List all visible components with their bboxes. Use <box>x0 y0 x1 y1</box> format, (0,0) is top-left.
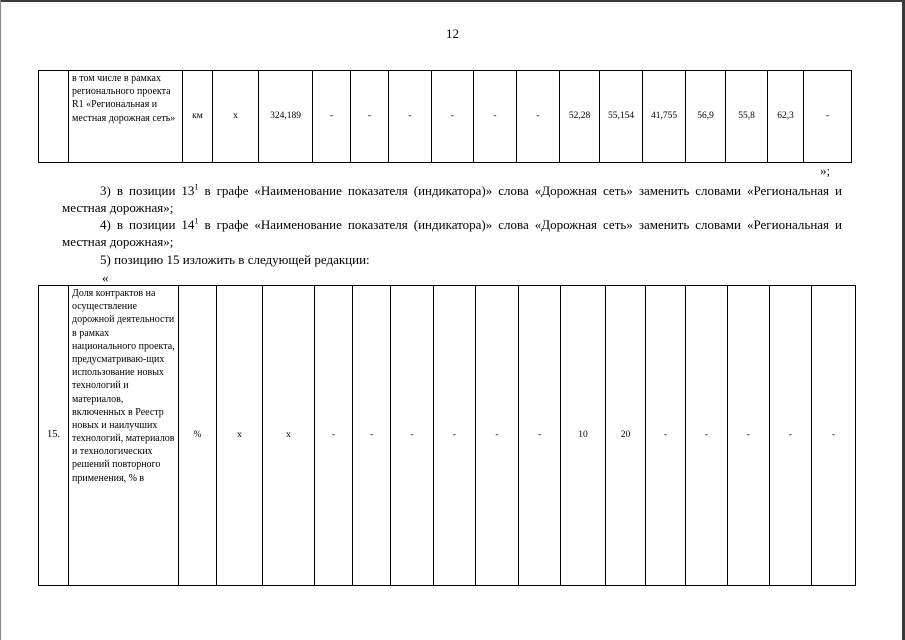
value-cell: 41,755 <box>643 71 686 163</box>
value-cell: - <box>474 71 517 163</box>
value-cell: 56,9 <box>686 71 726 163</box>
value-cell: - <box>389 71 432 163</box>
value-cell: 52,28 <box>560 71 600 163</box>
value-cell: - <box>476 286 519 586</box>
value-cell: - <box>517 71 560 163</box>
indicator-name-cell: в том числе в рамках регионального проекта R1 «Региональная и местная дорожная сеть» <box>69 71 183 163</box>
paragraph-text: 3) в позиции 13 <box>100 183 195 198</box>
paragraph-item-3 <box>62 182 842 216</box>
value-cell: - <box>812 286 856 586</box>
value-cell: - <box>519 286 561 586</box>
value-cell: х <box>217 286 263 586</box>
value-cell: 55,154 <box>600 71 643 163</box>
value-cell: х <box>213 71 259 163</box>
value-cell: - <box>770 286 812 586</box>
paragraph-text: 5) позицию 15 изложить в следующей редакции: <box>100 252 370 267</box>
unit-cell: км <box>183 71 213 163</box>
page-edge <box>0 0 1 640</box>
value-cell: - <box>728 286 770 586</box>
superscript: 1 <box>194 182 199 192</box>
page-number: 12 <box>446 26 459 41</box>
row-number-cell: 15. <box>39 286 69 586</box>
value-cell: 10 <box>561 286 606 586</box>
unit-cell: % <box>179 286 217 586</box>
table-row <box>39 286 856 586</box>
value-cell: - <box>351 71 389 163</box>
paragraph-text: в графе «Наименование показателя (индикатора)» слова «Дорожная сеть» заменить словами «Региональная и местная дорожная»; <box>62 217 842 249</box>
row-number-cell <box>39 71 69 163</box>
closing-quote: »; <box>820 163 831 178</box>
superscript: 1 <box>194 216 199 226</box>
opening-quote: « <box>102 270 109 285</box>
value-cell: - <box>686 286 728 586</box>
value-cell: - <box>646 286 686 586</box>
page-edge <box>0 0 905 2</box>
indicator-name-cell: Доля контрактов на осуществление дорожной деятельности в рамках национального проекта, предусматриваю-щих использование новых технологий и материалов, включенных в Реестр новых и наилучших технологий, материалов и технологических решений повторного применения, % в <box>69 286 179 586</box>
paragraph-text: в графе «Наименование показателя (индикатора)» слова «Дорожная сеть» заменить словами «Региональная и местная дорожная»; <box>62 183 842 215</box>
value-cell: 20 <box>606 286 646 586</box>
value-cell: 324,189 <box>259 71 313 163</box>
paragraph-text: 4) в позиции 14 <box>100 217 195 232</box>
value-cell: - <box>315 286 353 586</box>
value-cell: - <box>391 286 434 586</box>
paragraph-item-4 <box>62 216 842 250</box>
indicator-table-position-15 <box>38 285 856 586</box>
value-cell: - <box>432 71 474 163</box>
value-cell: х <box>263 286 315 586</box>
value-cell: - <box>353 286 391 586</box>
value-cell: - <box>804 71 852 163</box>
value-cell: - <box>313 71 351 163</box>
table-row <box>39 71 852 163</box>
value-cell: 55,8 <box>726 71 768 163</box>
indicator-table-continuation <box>38 70 852 163</box>
value-cell: 62,3 <box>768 71 804 163</box>
paragraph-item-5 <box>62 251 842 268</box>
value-cell: - <box>434 286 476 586</box>
